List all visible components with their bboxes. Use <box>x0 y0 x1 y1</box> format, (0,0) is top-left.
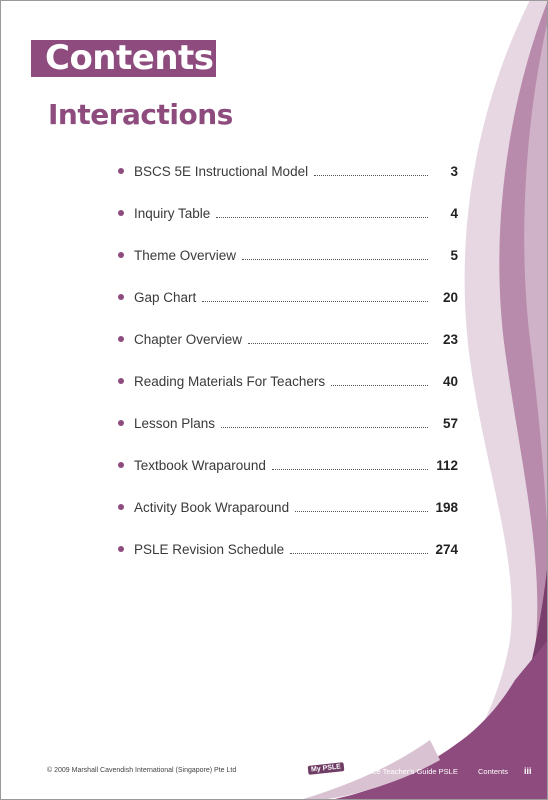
toc-item-label: Activity Book Wraparound <box>134 499 290 515</box>
bullet-icon <box>118 420 124 426</box>
toc-item-label: Reading Materials For Teachers <box>134 373 326 389</box>
bullet-icon <box>118 336 124 342</box>
copyright-notice: © 2009 Marshall Cavendish International (Singapore) Pte Ltd <box>47 767 237 774</box>
toc-item-page: 3 <box>450 163 458 179</box>
toc-item-label: Textbook Wraparound <box>134 457 266 473</box>
toc-item[interactable] <box>118 528 458 570</box>
toc-item-label: Theme Overview <box>134 247 237 263</box>
series-logo: My PSLE <box>308 762 345 775</box>
bullet-icon <box>118 462 124 468</box>
table-of-contents <box>118 150 458 570</box>
page-title: Contents <box>31 40 216 77</box>
section-heading: Interactions <box>48 98 233 131</box>
toc-item[interactable] <box>118 444 458 486</box>
toc-item-label: Inquiry Table <box>134 205 211 221</box>
dot-leader <box>221 427 428 428</box>
bullet-icon <box>118 378 124 384</box>
dot-leader <box>248 343 428 344</box>
dot-leader <box>290 553 428 554</box>
toc-item-page: 4 <box>450 205 458 221</box>
toc-item[interactable] <box>118 402 458 444</box>
toc-item-page: 40 <box>442 373 458 389</box>
dot-leader <box>272 469 428 470</box>
toc-item[interactable] <box>118 192 458 234</box>
page-number: iii <box>524 766 532 776</box>
toc-item-page: 274 <box>435 541 458 557</box>
bullet-icon <box>118 168 124 174</box>
bullet-icon <box>118 294 124 300</box>
toc-item-label: Lesson Plans <box>134 415 216 431</box>
dot-leader <box>216 217 428 218</box>
toc-item[interactable] <box>118 360 458 402</box>
toc-item-label: Gap Chart <box>134 289 197 305</box>
dot-leader <box>295 511 428 512</box>
toc-item[interactable] <box>118 486 458 528</box>
toc-item[interactable] <box>118 234 458 276</box>
footer-section-label: Contents <box>478 767 509 776</box>
bullet-icon <box>118 210 124 216</box>
dot-leader <box>314 175 428 176</box>
guide-title: Science Teacher's Guide PSLE <box>354 767 458 776</box>
toc-item-label: PSLE Revision Schedule <box>134 541 285 557</box>
dot-leader <box>202 301 428 302</box>
toc-item-page: 112 <box>436 457 458 473</box>
dot-leader <box>331 385 428 386</box>
toc-item[interactable] <box>118 318 458 360</box>
toc-item-page: 198 <box>435 499 458 515</box>
bullet-icon <box>118 252 124 258</box>
dot-leader <box>242 259 428 260</box>
toc-item-page: 20 <box>442 289 458 305</box>
toc-item[interactable] <box>118 276 458 318</box>
toc-item-label: Chapter Overview <box>134 331 243 347</box>
toc-item-label: BSCS 5E Instructional Model <box>134 163 309 179</box>
toc-item-page: 23 <box>442 331 458 347</box>
toc-item[interactable] <box>118 150 458 192</box>
toc-item-page: 5 <box>450 247 458 263</box>
bullet-icon <box>118 546 124 552</box>
toc-item-page: 57 <box>442 415 458 431</box>
bullet-icon <box>118 504 124 510</box>
